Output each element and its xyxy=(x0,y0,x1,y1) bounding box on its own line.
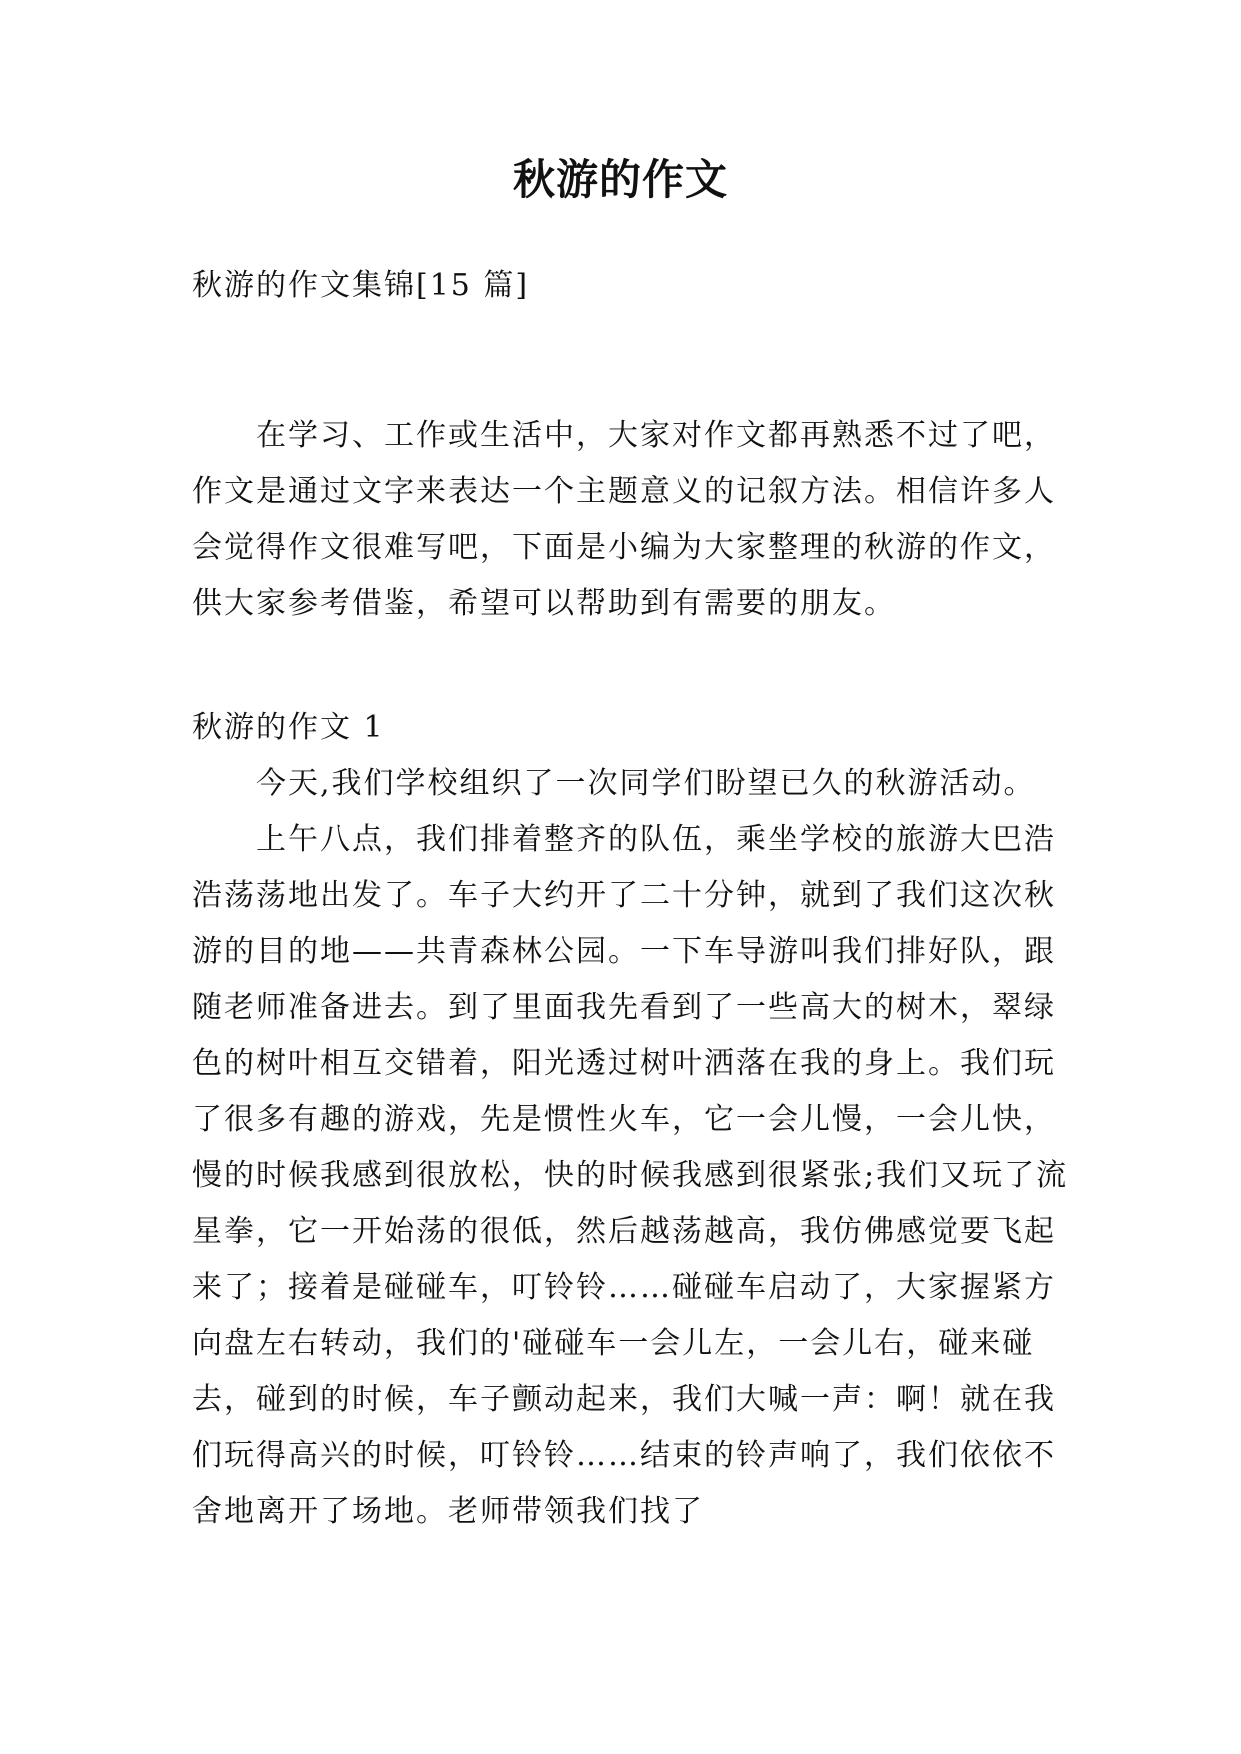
body-paragraph: 上午八点，我们排着整齐的队伍，乘坐学校的旅游大巴浩浩荡荡地出发了。车子大约开了二十分钟，就到了我们这次秋游的目的地——共青森林公园。一下车导游叫我们排好队，跟随老师准备进去。到了里面我先看到了一些高大的树木，翠绿色的树叶相互交错着，阳光透过树叶洒落在我的身上。我们玩了很多有趣的游戏，先是惯性火车，它一会儿慢，一会儿快，慢的时候我感到很放松，快的时候我感到很紧张;我们又玩了流星拳，它一开始荡的很低，然后越荡越高，我仿佛感觉要飞起来了；接着是碰碰车，叮铃铃……碰碰车启动了，大家握紧方向盘左右转动，我们的'碰碰车一会儿左，一会儿右，碰来碰去，碰到的时候，车子颤动起来，我们大喊一声：啊！就在我们玩得高兴的时候，叮铃铃……结束的铃声响了，我们依依不舍地离开了场地。老师带领我们找了 xyxy=(192,822,1069,1529)
document-subtitle: 秋游的作文集锦[15 篇] xyxy=(192,268,530,303)
section-heading: 秋游的作文 1 xyxy=(192,710,385,745)
document-title: 秋游的作文 xyxy=(512,155,728,204)
intro-paragraph: 在学习、工作或生活中，大家对作文都再熟悉不过了吧，作文是通过文字来表达一个主题意义的记叙方法。相信许多人会觉得作文很难写吧，下面是小编为大家整理的秋游的作文，供大家参考借鉴，希望可以帮助到有需要的朋友。 xyxy=(192,418,1056,621)
body-paragraph: 今天,我们学校组织了一次同学们盼望已久的秋游活动。 xyxy=(256,766,1036,801)
